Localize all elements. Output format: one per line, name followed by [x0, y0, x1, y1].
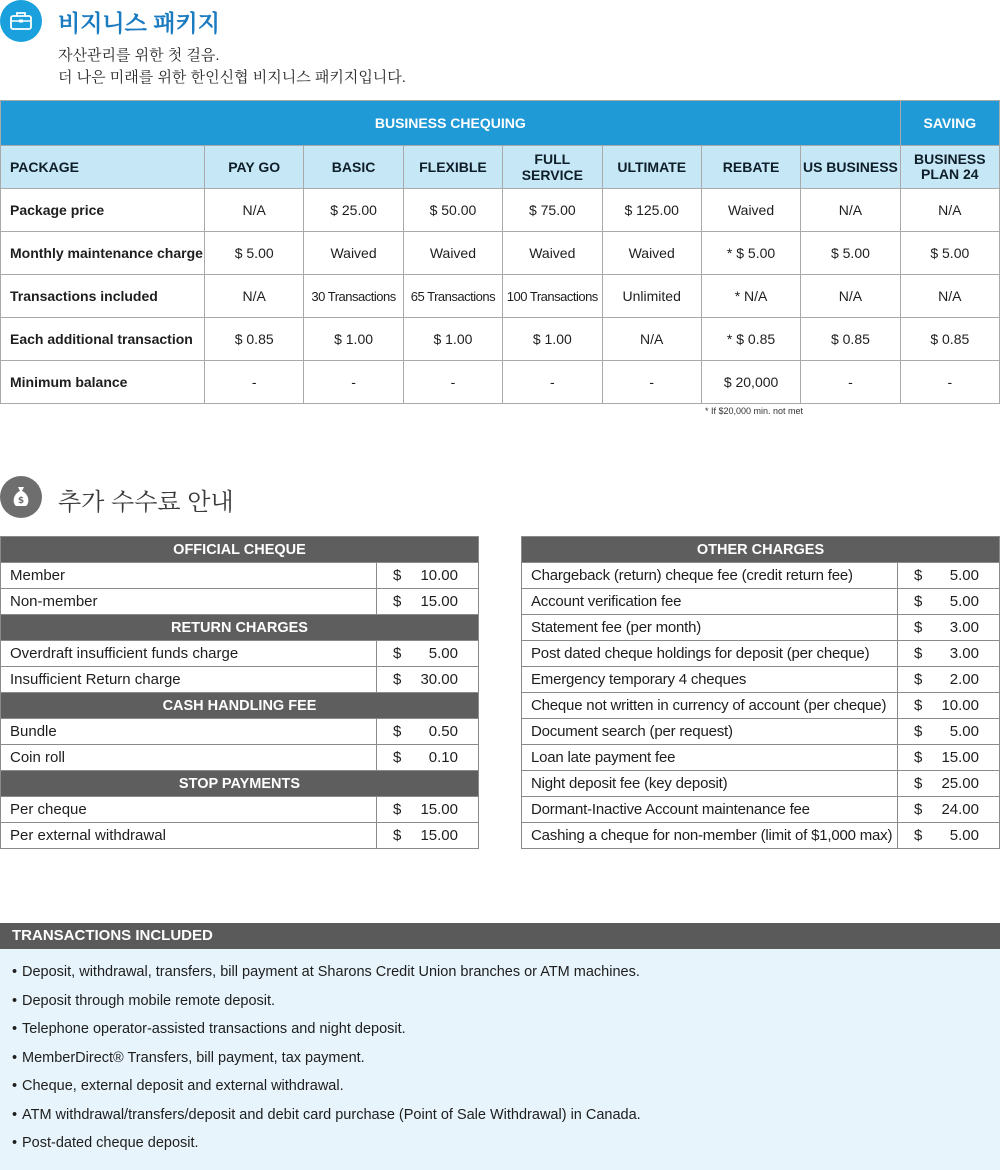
package-row [1, 232, 1000, 275]
fee-amount: 15.00 [407, 797, 479, 823]
fee-label: Post dated cheque holdings for deposit (per cheque) [522, 641, 898, 667]
row-label: Transactions included [1, 275, 205, 318]
list-item-text: MemberDirect® Transfers, bill payment, tax payment. [22, 1049, 365, 1066]
table-cell: * N/A [701, 275, 800, 318]
svg-text:$: $ [17, 496, 25, 506]
currency-symbol: $ [377, 667, 407, 693]
list-item-text: ATM withdrawal/transfers/deposit and debit card purchase (Point of Sale Withdrawal) in Canada. [22, 1106, 641, 1123]
column-header: PAY GO [205, 146, 304, 189]
fee-label: Chargeback (return) cheque fee (credit return fee) [522, 563, 898, 589]
table-cell: N/A [602, 318, 701, 361]
list-item-text: Post-dated cheque deposit. [22, 1135, 199, 1151]
table-cell: Waived [503, 232, 602, 275]
fee-amount: 25.00 [928, 771, 1000, 797]
fee-row [1, 589, 479, 615]
toolbox-icon [0, 0, 42, 42]
table-cell: - [304, 361, 403, 404]
fee-amount: 3.00 [928, 615, 1000, 641]
table-cell: N/A [205, 189, 304, 232]
row-label: Minimum balance [1, 361, 205, 404]
table-cell: $ 0.85 [205, 318, 304, 361]
fee-amount: 5.00 [928, 823, 1000, 849]
list-item [12, 1075, 1000, 1104]
currency-symbol: $ [898, 797, 928, 823]
fee-label: Dormant-Inactive Account maintenance fee [522, 797, 898, 823]
fee-row [522, 641, 1000, 667]
fee-label: Bundle [1, 719, 377, 745]
list-item [12, 1132, 1000, 1161]
bullet-icon: • [12, 992, 18, 1009]
currency-symbol: $ [377, 641, 407, 667]
fee-table-right [521, 536, 1000, 849]
bullet-icon: • [12, 1078, 18, 1094]
package-row [1, 275, 1000, 318]
currency-symbol: $ [377, 823, 407, 849]
currency-symbol: $ [898, 693, 928, 719]
fee-amount: 5.00 [407, 641, 479, 667]
table-cell: $ 5.00 [900, 232, 999, 275]
fee-label: Coin roll [1, 745, 377, 771]
fee-amount: 0.50 [407, 719, 479, 745]
currency-symbol: $ [898, 615, 928, 641]
table-cell: Waived [701, 189, 800, 232]
fee-label: Per external withdrawal [1, 823, 377, 849]
list-item-text: Cheque, external deposit and external withdrawal. [22, 1078, 344, 1094]
list-item [12, 1104, 1000, 1133]
fee-amount: 0.10 [407, 745, 479, 771]
table-cell: - [602, 361, 701, 404]
table-cell: - [900, 361, 999, 404]
table-cell: $ 1.00 [503, 318, 602, 361]
list-item [12, 961, 1000, 990]
package-row [1, 189, 1000, 232]
fee-row [522, 745, 1000, 771]
fee-amount: 15.00 [928, 745, 1000, 771]
table-cell: 100 Transactions [503, 275, 602, 318]
currency-symbol: $ [898, 745, 928, 771]
fee-label: Night deposit fee (key deposit) [522, 771, 898, 797]
fee-amount: 24.00 [928, 797, 1000, 823]
currency-symbol: $ [898, 563, 928, 589]
currency-symbol: $ [898, 589, 928, 615]
fee-amount: 10.00 [928, 693, 1000, 719]
table-cell: - [205, 361, 304, 404]
fee-row [522, 563, 1000, 589]
fee-row [522, 771, 1000, 797]
currency-symbol: $ [377, 797, 407, 823]
table-cell: - [801, 361, 900, 404]
package-row [1, 318, 1000, 361]
currency-symbol: $ [377, 589, 407, 615]
row-label: Monthly maintenance charge [1, 232, 205, 275]
fee-section-title: OFFICIAL CHEQUE [1, 537, 479, 563]
table-cell: Waived [602, 232, 701, 275]
fee-section-row [1, 615, 479, 641]
currency-symbol: $ [377, 745, 407, 771]
table-cell: 30 Transactions [304, 275, 403, 318]
fee-row [1, 563, 479, 589]
table-cell: $ 75.00 [503, 189, 602, 232]
fee-row [1, 745, 479, 771]
column-header: FULL SERVICE [503, 146, 602, 189]
fee-section-row [1, 771, 479, 797]
fee-amount: 3.00 [928, 641, 1000, 667]
package-row [1, 361, 1000, 404]
column-header: REBATE [701, 146, 800, 189]
table-cell: Unlimited [602, 275, 701, 318]
list-item [12, 990, 1000, 1019]
table-cell: * $ 0.85 [701, 318, 800, 361]
table-cell: 65 Transactions [403, 275, 502, 318]
fee-section-title: STOP PAYMENTS [1, 771, 479, 797]
fee-row [522, 797, 1000, 823]
subtitle-line-1: 자산관리를 위한 첫 걸음. [58, 47, 220, 64]
currency-symbol: $ [898, 719, 928, 745]
table-cell: $ 5.00 [205, 232, 304, 275]
column-header: US BUSINESS [801, 146, 900, 189]
fee-amount: 5.00 [928, 563, 1000, 589]
transactions-included-box [0, 949, 1000, 1170]
bullet-icon: • [12, 964, 18, 980]
fee-amount: 10.00 [407, 563, 479, 589]
list-item [12, 1047, 1000, 1076]
table-cell: Waived [304, 232, 403, 275]
table-cell: N/A [801, 189, 900, 232]
table-cell: $ 1.00 [403, 318, 502, 361]
list-item [12, 1018, 1000, 1047]
table-cell: N/A [900, 275, 999, 318]
fee-label: Member [1, 563, 377, 589]
fee-label: Insufficient Return charge [1, 667, 377, 693]
currency-symbol: $ [898, 667, 928, 693]
table-cell: $ 1.00 [304, 318, 403, 361]
fee-row [1, 797, 479, 823]
table-cell: $ 125.00 [602, 189, 701, 232]
fee-section-row [1, 693, 479, 719]
fee-amount: 15.00 [407, 823, 479, 849]
fee-section-title: CASH HANDLING FEE [1, 693, 479, 719]
bullet-icon: • [12, 1106, 18, 1123]
bullet-icon: • [12, 1135, 18, 1151]
currency-symbol: $ [377, 719, 407, 745]
fee-section-row [522, 537, 1000, 563]
column-header: FLEXIBLE [403, 146, 502, 189]
fee-label: Cashing a cheque for non-member (limit of $1,000 max) [522, 823, 898, 849]
row-label: Each additional transaction [1, 318, 205, 361]
fee-amount: 2.00 [928, 667, 1000, 693]
currency-symbol: $ [898, 641, 928, 667]
table-cell: $ 0.85 [900, 318, 999, 361]
fee-label: Overdraft insufficient funds charge [1, 641, 377, 667]
fee-row [1, 641, 479, 667]
column-header: PACKAGE [1, 146, 205, 189]
fee-label: Per cheque [1, 797, 377, 823]
row-label: Package price [1, 189, 205, 232]
fee-label: Cheque not written in currency of account (per cheque) [522, 693, 898, 719]
page-title: 비지니스 패키지 [58, 10, 220, 36]
fee-row [522, 823, 1000, 849]
group-header-saving: SAVING [900, 101, 999, 146]
fee-table-left [0, 536, 479, 849]
bullet-icon: • [12, 1049, 18, 1066]
fee-row [522, 667, 1000, 693]
fee-label: Account verification fee [522, 589, 898, 615]
table-cell: $ 5.00 [801, 232, 900, 275]
table-cell: - [403, 361, 502, 404]
fee-amount: 30.00 [407, 667, 479, 693]
table-cell: $ 0.85 [801, 318, 900, 361]
column-header: BASIC [304, 146, 403, 189]
fee-row [1, 823, 479, 849]
fee-amount: 5.00 [928, 719, 1000, 745]
currency-symbol: $ [898, 771, 928, 797]
currency-symbol: $ [377, 563, 407, 589]
fees-title: 추가 수수료 안내 [58, 489, 234, 516]
column-header: BUSINESS PLAN 24 [900, 146, 999, 189]
list-item-text: Deposit through mobile remote deposit. [22, 992, 276, 1009]
group-header-chequing: BUSINESS CHEQUING [1, 101, 901, 146]
transactions-included-list [0, 949, 1000, 1161]
fee-section-title: OTHER CHARGES [522, 537, 1000, 563]
bullet-icon: • [12, 1021, 18, 1037]
fee-section-row [1, 537, 479, 563]
table-cell: N/A [205, 275, 304, 318]
table-cell: Waived [403, 232, 502, 275]
table-cell: N/A [900, 189, 999, 232]
table-cell: $ 20,000 [701, 361, 800, 404]
fee-row [522, 719, 1000, 745]
fee-label: Emergency temporary 4 cheques [522, 667, 898, 693]
package-table [0, 100, 1000, 404]
currency-symbol: $ [898, 823, 928, 849]
table-cell: $ 25.00 [304, 189, 403, 232]
money-bag-icon [0, 476, 42, 518]
table-cell: N/A [801, 275, 900, 318]
fee-row [1, 667, 479, 693]
fee-section-title: RETURN CHARGES [1, 615, 479, 641]
column-header: ULTIMATE [602, 146, 701, 189]
list-item-text: Telephone operator-assisted transactions and night deposit. [22, 1021, 406, 1037]
footnote: * If $20,000 min. not met [705, 406, 804, 416]
table-cell: - [503, 361, 602, 404]
fee-label: Document search (per request) [522, 719, 898, 745]
fee-label: Non-member [1, 589, 377, 615]
transactions-included-header: TRANSACTIONS INCLUDED [0, 923, 1000, 949]
fee-label: Statement fee (per month) [522, 615, 898, 641]
fee-row [522, 615, 1000, 641]
table-cell: $ 50.00 [403, 189, 502, 232]
fee-amount: 5.00 [928, 589, 1000, 615]
table-cell: * $ 5.00 [701, 232, 800, 275]
subtitle-line-2: 더 나은 미래를 위한 한인신협 비지니스 패키지입니다. [58, 69, 406, 86]
fee-row [522, 693, 1000, 719]
list-item-text: Deposit, withdrawal, transfers, bill payment at Sharons Credit Union branches or ATM machines. [22, 964, 640, 980]
fee-row [1, 719, 479, 745]
fee-label: Loan late payment fee [522, 745, 898, 771]
fee-amount: 15.00 [407, 589, 479, 615]
fee-row [522, 589, 1000, 615]
